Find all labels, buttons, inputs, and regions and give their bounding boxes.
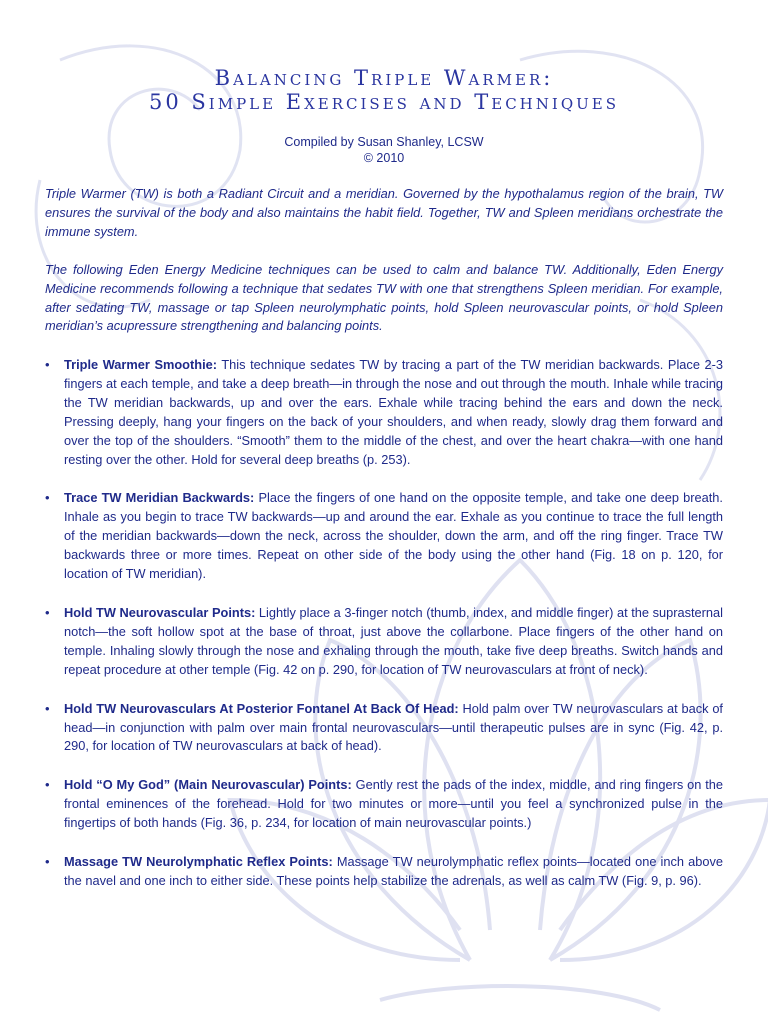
copyright-line: © 2010 <box>363 151 405 165</box>
list-item <box>45 853 723 891</box>
bullet-icon: • <box>45 777 50 793</box>
technique-title: Triple Warmer Smoothie: <box>64 357 218 372</box>
bullet-icon: • <box>45 854 50 870</box>
compiled-by-line: Compiled by Susan Shanley, LCSW <box>284 135 484 149</box>
technique-title: Massage TW Neurolymphatic Reflex Points: <box>64 854 333 870</box>
technique-list <box>45 356 723 891</box>
technique-text: Gently rest the pads of the index, middle, and ring fingers on the frontal eminences of the forehead. Hold for two minutes or more—until you feel a synchronized pulse in the fingertips of both hands (Fig. 36, p. 234, for location of main neurovascular points.) <box>64 777 724 831</box>
bullet-icon: • <box>45 357 50 372</box>
list-item <box>45 776 723 833</box>
technique-text: Massage TW neurolymphatic reflex points—located one inch above the navel and one inch to either side. These points help stabilize the adrenals, as well as calm TW (Fig. 9, p. 96). <box>64 854 723 888</box>
bullet-icon: • <box>45 604 50 620</box>
list-item <box>45 604 723 680</box>
technique-text: Hold palm over TW neurovasculars at back of head—in conjunction with palm over main frontal neurovasculars—until therapeutic pulses are in sync (Fig. 42, p. 290, for location of TW neurovasculars at back of head). <box>64 700 723 754</box>
bullet-icon: • <box>45 700 50 716</box>
technique-text: Lightly place a 3-finger notch (thumb, index, and middle finger) at the suprasternal notch—the soft hollow spot at the base of throat, just above the collarbone. Place fingers of the other hand on temple. Inhaling slowly through the nose and exhaling through the mouth, take five deep breaths. Switch hands and repeat procedure at other temple (Fig. 42 on p. 290, for location of TW neurovasculars at front of neck). <box>64 604 723 677</box>
bullet-icon: • <box>45 490 50 506</box>
intro-paragraph-2: The following Eden Energy Medicine techniques can be used to calm and balance TW. Additionally, Eden Energy Medicine recommends following a technique that sedates TW with one that strengthens Spleen meridian. For example, after sedating TW, massage or tap Spleen neurolymphatic points, hold Spleen neurovascular points, or hold Spleen meridian’s acupressure strengthening and balancing points. <box>45 262 723 334</box>
list-item <box>45 356 723 469</box>
list-item <box>45 489 723 584</box>
intro-paragraph-1: Triple Warmer (TW) is both a Radiant Circuit and a meridian. Governed by the hypothalamus region of the brain, TW ensures the survival of the body and also maintains the habit field. Together, TW and Spleen meridians orchestrate the immune system. <box>45 186 723 239</box>
technique-title: Hold “O My God” (Main Neurovascular) Points: <box>64 777 352 793</box>
document-title-line-1: Balancing Triple Warmer: <box>214 66 554 90</box>
technique-text: This technique sedates TW by tracing a part of the TW meridian backwards. Place 2-3 fingers at each temple, and take a deep breath—in through the nose and out through the mouth. Inhale while tracing the TW meridian backwards, up and over the ears. Exhale while tracing behind the ears and down the neck. Pressing deeply, hang your fingers on the back of your shoulders, and when ready, slowly drag them forward and over the top of the shoulders. “Smooth” them to the middle of the chest, and over the heart chakra—with one hand resting over the other. Hold for several deep breaths (p. 253). <box>64 357 724 467</box>
technique-text: Place the fingers of one hand on the opposite temple, and take one deep breath. Inhale as you begin to trace TW backwards—up and around the ear. Exhale as you continue to trace the full length of the meridian backwards—down the neck, across the shoulder, down the arm, and off the ring finger. Trace TW backwards three or more times. Repeat on other side of the body using the other hand (Fig. 18 on p. 120, for location of TW meridian). <box>64 490 723 582</box>
list-item <box>45 700 723 757</box>
technique-title: Hold TW Neurovascular Points: <box>64 604 256 620</box>
document-title-line-2: 50 Simple Exercises and Techniques <box>149 90 619 114</box>
technique-title: Trace TW Meridian Backwards: <box>64 490 255 506</box>
technique-title: Hold TW Neurovasculars At Posterior Fontanel At Back Of Head: <box>64 700 459 716</box>
